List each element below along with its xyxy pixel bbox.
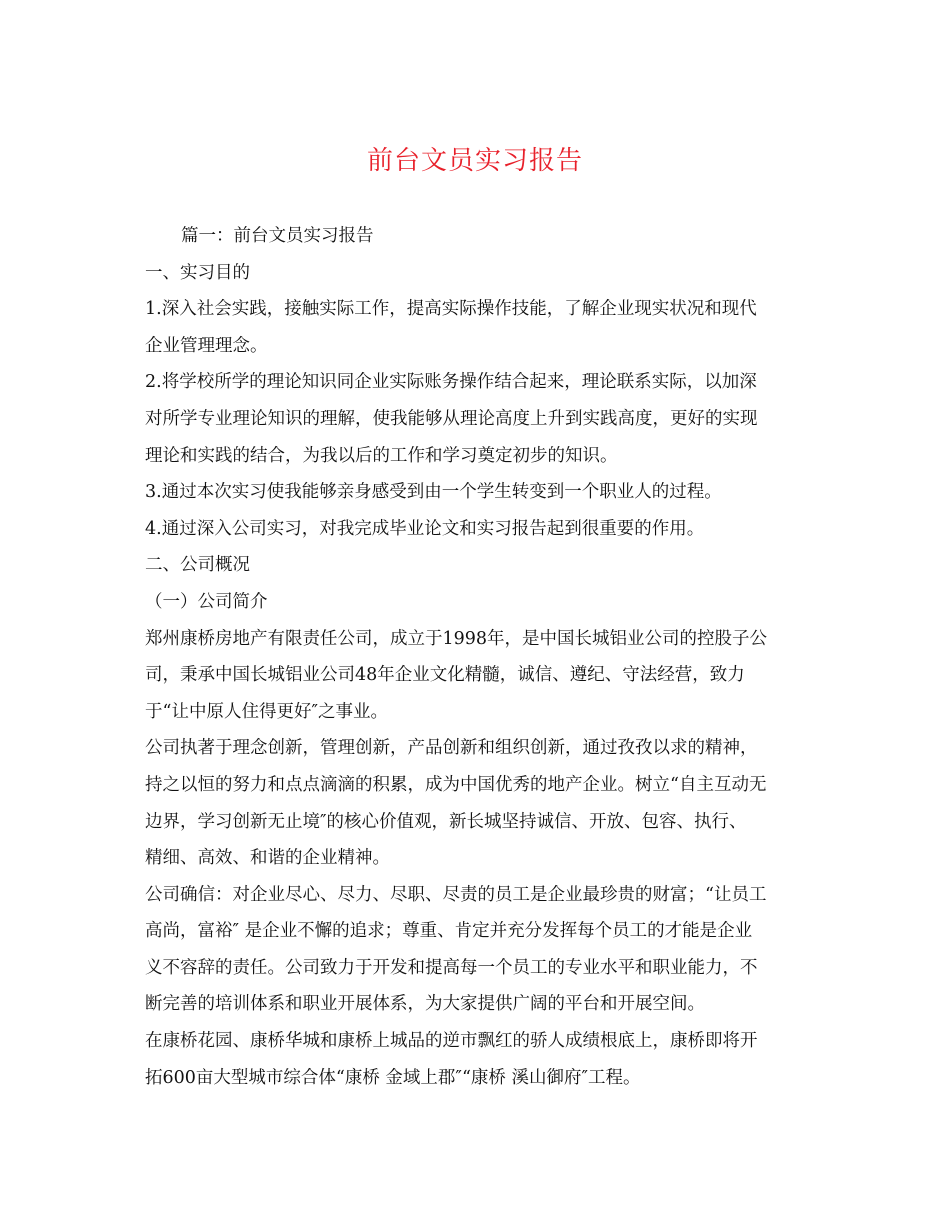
paragraph-line: 郑州康桥房地产有限责任公司，成立于1998年，是中国长城铝业公司的控股子公 — [145, 628, 768, 649]
paragraph-line: 2.将学校所学的理论知识同企业实际账务操作结合起来，理论联系实际，以加深 — [145, 372, 757, 393]
paragraph-line: 高尚，富裕″ 是企业不懈的追求；尊重、肯定并充分发挥每个员工的才能是企业 — [145, 921, 753, 942]
paragraph-line: 4.通过深入公司实习，对我完成毕业论文和实习报告起到很重要的作用。 — [145, 518, 705, 539]
paragraph-line: 边界，学习创新无止境″的核心价值观，新长城坚持诚信、开放、包容、执行、 — [145, 811, 747, 832]
paragraph-line: 司，秉承中国长城铝业公司48年企业文化精髓，诚信、遵纪、守法经营，致力 — [145, 665, 745, 686]
paragraph-line: 3.通过本次实习使我能够亲身感受到由一个学生转变到一个职业人的过程。 — [145, 482, 722, 503]
document-title: 前台文员实习报告 — [366, 146, 583, 176]
paragraph-line: 持之以恒的努力和点点滴滴的积累，成为中国优秀的地产企业。树立“自主互动无 — [145, 774, 767, 795]
paragraph-line: 1.深入社会实践，接触实际工作，提高实际操作技能，了解企业现实状况和现代 — [145, 299, 757, 320]
section-heading-article: 篇一：前台文员实习报告 — [181, 226, 374, 246]
section-heading: 二、公司概况 — [145, 555, 250, 576]
paragraph-line: 理论和实践的结合，为我以后的工作和学习奠定初步的知识。 — [145, 445, 618, 466]
document-body — [145, 218, 810, 1096]
paragraph-line: 断完善的培训体系和职业开展体系，为大家提供广阔的平台和开展空间。 — [145, 994, 705, 1015]
paragraph-line: 精细、高效、和谐的企业精神。 — [145, 848, 390, 869]
paragraph-line: 义不容辞的责任。公司致力于开发和提高每一个员工的专业水平和职业能力，不 — [145, 957, 758, 978]
subsection-heading: （一）公司简介 — [145, 591, 268, 612]
paragraph-line: 对所学专业理论知识的理解，使我能够从理论高度上升到实践高度，更好的实现 — [145, 408, 758, 429]
paragraph-line: 公司确信：对企业尽心、尽力、尽职、尽责的员工是企业最珍贵的财富；“让员工 — [145, 884, 767, 905]
paragraph-line: 企业管理理念。 — [145, 335, 268, 356]
paragraph-line: 在康桥花园、康桥华城和康桥上城品的逆市飘红的骄人成绩根底上，康桥即将开 — [145, 1031, 758, 1052]
paragraph-line: 于“让中原人住得更好″之事业。 — [145, 701, 388, 722]
paragraph-line: 拓600亩大型城市综合体“康桥 金域上郡″“康桥 溪山御府″工程。 — [145, 1067, 641, 1088]
section-heading: 一、实习目的 — [145, 262, 250, 283]
paragraph-line: 公司执著于理念创新，管理创新，产品创新和组织创新，通过孜孜以求的精神， — [145, 738, 758, 759]
